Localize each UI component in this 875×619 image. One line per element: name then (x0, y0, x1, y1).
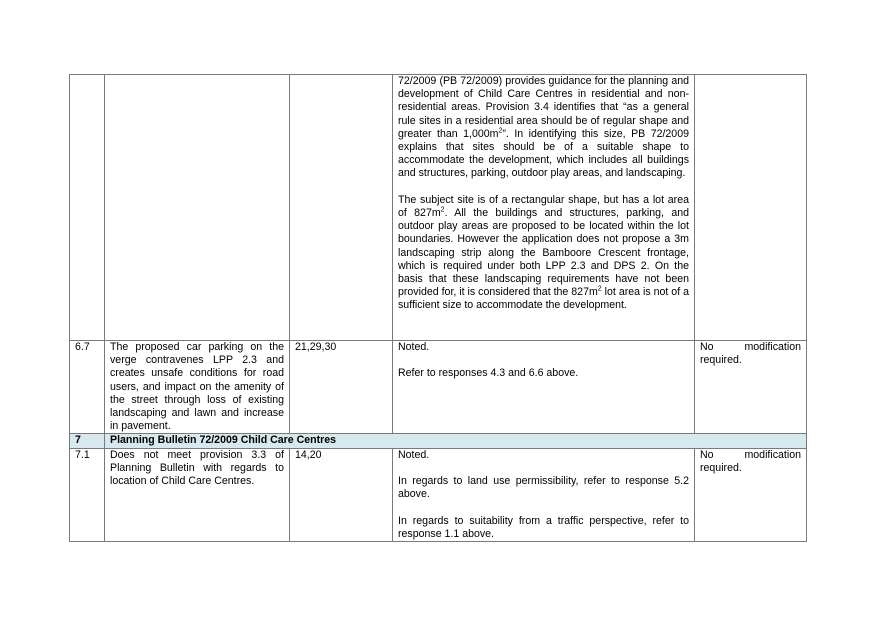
section-number: 7 (70, 434, 105, 448)
response-line: Noted. (398, 341, 430, 353)
response-line: In regards to land use permissibility, refer to response 5.2 above. (398, 475, 689, 501)
cell-recommendation (695, 75, 807, 341)
cell-response (393, 341, 695, 434)
response-paragraph-1: 72/2009 (PB 72/2009) provides guidance for the planning and development of Child Care Centres in residential and non-residential areas. Provision 3.4 identifies that “as a general rule sites in a residential area should be of regular shape and greater than $1,000m^2$”. In identifying this size, PB 72/2009 explains that sites should be of a suitable shape to accommodate the development, which includes all buildings and structures, parking, outdoor play areas, and landscaping. (398, 75, 689, 180)
cell-issue: Does not meet provision 3.3 of Planning Bulletin with regards to location of Child Care Centres. (105, 448, 290, 541)
cell-number: 6.7 (70, 341, 105, 434)
response-line: In regards to suitability from a traffic perspective, refer to response 1.1 above. (398, 514, 689, 540)
cell-response (393, 75, 695, 341)
table-row (70, 341, 807, 434)
cell-recommendation: No modification required. (695, 341, 807, 434)
response-line: Noted. (398, 448, 430, 461)
table-row (70, 448, 807, 541)
cell-issue: The proposed car parking on the verge contravenes LPP 2.3 and creates unsafe conditions for road users, and impact on the amenity of the street through loss of existing landscaping and lawn and increase in pavement. (105, 341, 290, 434)
section-title: Planning Bulletin 72/2009 Child Care Centres (105, 434, 807, 448)
response-paragraph-2: The subject site is of a rectangular shape, but has a lot area of $827m^2$. All the buildings and structures, parking, and outdoor play areas are proposed to be located within the lot boundaries. However the application does not propose a 3m landscaping strip along the Bamboore Crescent frontage, which is required under both LPP 2.3 and DPS 2. On the basis that these landscaping requirements have not been provided for, it is considered that the $827m^2$ lot area is not of a sufficient size to accommodate the development. (398, 193, 689, 312)
cell-response (393, 448, 695, 541)
cell-number (70, 75, 105, 341)
section-heading-row (70, 434, 807, 448)
table-row-continued (70, 75, 807, 341)
cell-submitters: 14,20 (290, 448, 393, 541)
response-line: Refer to responses 4.3 and 6.6 above. (398, 367, 579, 380)
submissions-table (69, 74, 807, 542)
cell-issue (105, 75, 290, 341)
cell-submitters: 21,29,30 (290, 341, 393, 434)
cell-recommendation: No modification required. (695, 448, 807, 541)
cell-submitters (290, 75, 393, 341)
cell-number: 7.1 (70, 448, 105, 541)
